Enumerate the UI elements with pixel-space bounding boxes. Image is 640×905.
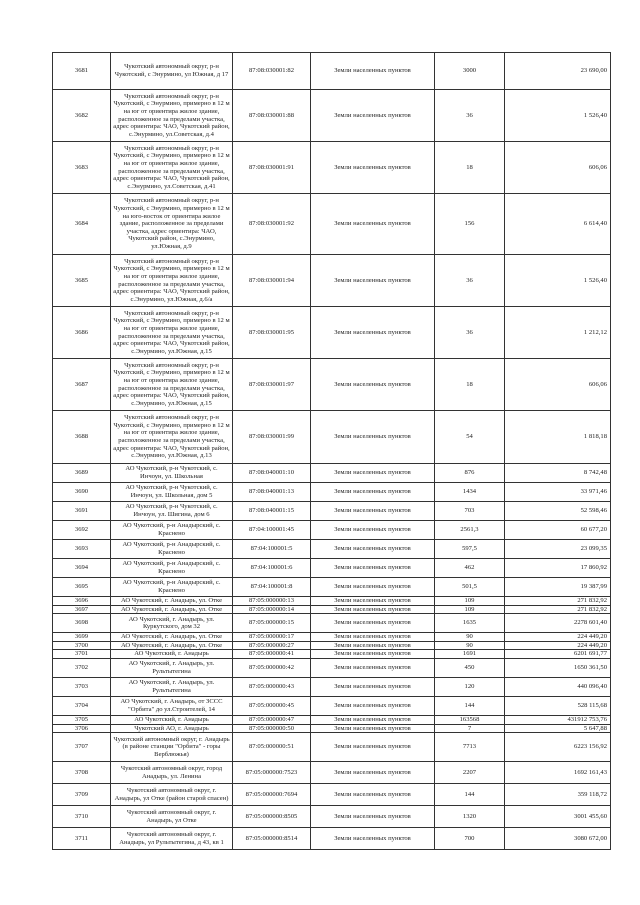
row-number: 3705 — [53, 715, 111, 724]
cadastral-number-cell: 87:08:030001:97 — [233, 359, 311, 411]
cadastral-number-cell: 87:05:000000:27 — [233, 641, 311, 650]
cadastral-value-cell: 528 115,68 — [505, 696, 611, 715]
cadastral-number-cell: 87:05:000000:7694 — [233, 784, 311, 806]
row-number: 3683 — [53, 142, 111, 194]
land-category-cell: Земли населенных пунктов — [311, 658, 435, 677]
cadastral-value-cell: 2278 601,40 — [505, 614, 611, 633]
cadastral-number-cell: 87:05:000000:13 — [233, 597, 311, 606]
area-cell: 7713 — [435, 733, 505, 762]
cadastral-number-cell: 87:05:000000:7523 — [233, 762, 311, 784]
row-number: 3711 — [53, 828, 111, 850]
address-cell: АО Чукотский, р-н Анадырский, с. Краснено — [111, 521, 233, 540]
address-cell: АО Чукотский, р-н Анадырский, с. Краснено — [111, 559, 233, 578]
cadastral-value-cell: 1 526,40 — [505, 255, 611, 307]
address-cell: Чукотский автономный округ, г. Анадырь, ул Отке — [111, 806, 233, 828]
cadastral-number-cell: 87:05:000000:8505 — [233, 806, 311, 828]
land-category-cell: Земли населенных пунктов — [311, 540, 435, 559]
cadastral-value-cell: 52 598,46 — [505, 502, 611, 521]
table-row — [53, 307, 611, 359]
address-cell: Чукотский автономный округ, г. Анадырь, ул Отке (район старой спасен) — [111, 784, 233, 806]
address-cell: Чукотский автономный округ, г. Анадырь, ул Рультытегина, д 43, кв 1 — [111, 828, 233, 850]
area-cell: 18 — [435, 142, 505, 194]
cadastral-number-cell: 87:05:000000:43 — [233, 677, 311, 696]
area-cell: 163568 — [435, 715, 505, 724]
table-row — [53, 559, 611, 578]
address-cell: Чукотский автономный округ, город Анадырь, ул. Ленина — [111, 762, 233, 784]
cadastral-number-cell: 87:05:000000:14 — [233, 605, 311, 614]
table-row — [53, 677, 611, 696]
cadastral-value-cell: 6201 691,77 — [505, 650, 611, 659]
cadastral-value-cell: 431912 753,76 — [505, 715, 611, 724]
cadastral-number-cell: 87:05:000000:47 — [233, 715, 311, 724]
cadastral-value-cell: 271 832,92 — [505, 597, 611, 606]
area-cell: 462 — [435, 559, 505, 578]
table-row — [53, 724, 611, 733]
cadastral-value-cell: 17 860,92 — [505, 559, 611, 578]
land-category-cell: Земли населенных пунктов — [311, 605, 435, 614]
cadastral-value-cell: 5 647,88 — [505, 724, 611, 733]
row-number: 3685 — [53, 255, 111, 307]
cadastral-value-cell: 23 099,35 — [505, 540, 611, 559]
row-number: 3709 — [53, 784, 111, 806]
cadastral-number-cell: 87:08:030001:95 — [233, 307, 311, 359]
land-category-cell: Земли населенных пунктов — [311, 762, 435, 784]
area-cell: 36 — [435, 307, 505, 359]
cadastral-number-cell: 87:08:030001:92 — [233, 194, 311, 255]
table-row — [53, 53, 611, 90]
area-cell: 18 — [435, 359, 505, 411]
address-cell: АО Чукотский, г. Анадырь, ул. Отке — [111, 605, 233, 614]
cadastral-number-cell: 87:04:100001:45 — [233, 521, 311, 540]
area-cell: 1691 — [435, 650, 505, 659]
address-cell: АО Чукотский, р-н Анадырский, с. Краснено — [111, 540, 233, 559]
cadastral-value-cell: 1692 161,43 — [505, 762, 611, 784]
address-cell: АО Чукотский, г. Анадырь, ул. Отке — [111, 597, 233, 606]
address-cell: АО Чукотский, р-н Чукотский, с. Инчоун, ул. Школьная, дом 5 — [111, 483, 233, 502]
table-row — [53, 521, 611, 540]
area-cell: 144 — [435, 696, 505, 715]
table-row — [53, 806, 611, 828]
land-category-cell: Земли населенных пунктов — [311, 733, 435, 762]
address-cell: Чукотский автономный округ, р-н Чукотский, с Энурмино, примерно в 12 м на юг от ориентира жилое здание, расположенное за пределами участка, адрес ориентира: ЧАО, Чукотский район, с.Энурмино, ул.Советская, д.4 — [111, 90, 233, 142]
cadastral-value-cell: 6223 156,92 — [505, 733, 611, 762]
cadastral-number-cell: 87:08:040001:15 — [233, 502, 311, 521]
area-cell: 1434 — [435, 483, 505, 502]
land-category-cell: Земли населенных пунктов — [311, 53, 435, 90]
area-cell: 450 — [435, 658, 505, 677]
area-cell: 501,5 — [435, 578, 505, 597]
row-number: 3682 — [53, 90, 111, 142]
cadastral-value-cell: 3080 672,00 — [505, 828, 611, 850]
cadastral-value-cell: 606,06 — [505, 142, 611, 194]
area-cell: 36 — [435, 90, 505, 142]
address-cell: АО Чукотский, г. Анадырь, ул. Отке — [111, 633, 233, 642]
address-cell: АО Чукотский, г. Анадырь — [111, 650, 233, 659]
address-cell: Чукотский автономный округ, г. Анадырь (в районе станции "Орбита" - горы Верблюжья) — [111, 733, 233, 762]
row-number: 3710 — [53, 806, 111, 828]
table-row — [53, 502, 611, 521]
table-row — [53, 578, 611, 597]
area-cell: 700 — [435, 828, 505, 850]
cadastral-value-cell: 606,06 — [505, 359, 611, 411]
address-cell: АО Чукотский, г. Анадырь, от ЗССС "Орбита" до ул.Строителей, 14 — [111, 696, 233, 715]
row-number: 3686 — [53, 307, 111, 359]
table-row — [53, 194, 611, 255]
cadastral-number-cell: 87:08:030001:82 — [233, 53, 311, 90]
area-cell: 90 — [435, 641, 505, 650]
row-number: 3701 — [53, 650, 111, 659]
row-number: 3681 — [53, 53, 111, 90]
table-row — [53, 715, 611, 724]
area-cell: 1635 — [435, 614, 505, 633]
table-body — [53, 53, 611, 850]
area-cell: 2207 — [435, 762, 505, 784]
row-number: 3708 — [53, 762, 111, 784]
row-number: 3706 — [53, 724, 111, 733]
address-cell: АО Чукотский, р-н Чукотский, с. Инчоун, ул. Шигина, дом 6 — [111, 502, 233, 521]
table-row — [53, 828, 611, 850]
land-category-cell: Земли населенных пунктов — [311, 597, 435, 606]
cadastral-number-cell: 87:05:000000:15 — [233, 614, 311, 633]
area-cell: 2561,3 — [435, 521, 505, 540]
row-number: 3704 — [53, 696, 111, 715]
row-number: 3707 — [53, 733, 111, 762]
area-cell: 703 — [435, 502, 505, 521]
address-cell: АО Чукотский, р-н Анадырский, с. Краснено — [111, 578, 233, 597]
area-cell: 36 — [435, 255, 505, 307]
land-category-cell: Земли населенных пунктов — [311, 559, 435, 578]
table-row — [53, 784, 611, 806]
land-category-cell: Земли населенных пунктов — [311, 194, 435, 255]
row-number: 3695 — [53, 578, 111, 597]
cadastral-value-cell: 271 832,92 — [505, 605, 611, 614]
row-number: 3693 — [53, 540, 111, 559]
table-row — [53, 359, 611, 411]
area-cell: 876 — [435, 464, 505, 483]
cadastral-number-cell: 87:05:000000:42 — [233, 658, 311, 677]
land-category-cell: Земли населенных пунктов — [311, 724, 435, 733]
address-cell: Чукотский автономный округ, р-н Чукотский, с Энурмино, примерно в 12 м на юго-восток от ориентира жилое здание, расположенное за пределами участка, адрес ориентира: ЧАО, Чукотский район, с.Энурмино, ул.Южная, д.9 — [111, 194, 233, 255]
cadastral-number-cell: 87:08:030001:91 — [233, 142, 311, 194]
land-category-cell: Земли населенных пунктов — [311, 828, 435, 850]
cadastral-number-cell: 87:08:030001:94 — [233, 255, 311, 307]
land-category-cell: Земли населенных пунктов — [311, 502, 435, 521]
cadastral-number-cell: 87:05:000000:41 — [233, 650, 311, 659]
cadastral-number-cell: 87:08:040001:13 — [233, 483, 311, 502]
table-row — [53, 540, 611, 559]
land-category-cell: Земли населенных пунктов — [311, 650, 435, 659]
row-number: 3699 — [53, 633, 111, 642]
land-category-cell: Земли населенных пунктов — [311, 464, 435, 483]
area-cell: 3000 — [435, 53, 505, 90]
land-category-cell: Земли населенных пунктов — [311, 359, 435, 411]
row-number: 3687 — [53, 359, 111, 411]
area-cell: 7 — [435, 724, 505, 733]
address-cell: Чукотский автономный округ, р-н Чукотский, с Энурмино, примерно в 12 м на юг от ориентира жилое здание, расположенное за пределами участка, адрес ориентира: ЧАО, Чукотский район, с.Энурмино, ул.Советская, д.41 — [111, 142, 233, 194]
cadastral-value-cell: 1 212,12 — [505, 307, 611, 359]
area-cell: 109 — [435, 605, 505, 614]
cadastral-value-cell: 60 677,20 — [505, 521, 611, 540]
cadastral-value-cell: 33 971,46 — [505, 483, 611, 502]
land-category-cell: Земли населенных пунктов — [311, 521, 435, 540]
row-number: 3688 — [53, 411, 111, 464]
row-number: 3698 — [53, 614, 111, 633]
address-cell: АО Чукотский, г. Анадырь, ул. Куркутского, дом 32 — [111, 614, 233, 633]
land-category-cell: Земли населенных пунктов — [311, 641, 435, 650]
address-cell: АО Чукотский, г. Анадырь, ул. Отке — [111, 641, 233, 650]
cadastral-value-cell: 3001 455,60 — [505, 806, 611, 828]
row-number: 3692 — [53, 521, 111, 540]
row-number: 3690 — [53, 483, 111, 502]
row-number: 3689 — [53, 464, 111, 483]
cadastral-value-cell: 1650 361,50 — [505, 658, 611, 677]
cadastral-number-cell: 87:08:030001:99 — [233, 411, 311, 464]
table-row — [53, 658, 611, 677]
address-cell: Чукотский автономный округ, р-н Чукотский, с Энурмино, примерно в 12 м на юг от ориентира жилое здание, расположенное за пределами участка, адрес ориентира: ЧАО, Чукотский район, с.Энурмино, ул.Южная, д.6/а — [111, 255, 233, 307]
table-row — [53, 411, 611, 464]
cadastral-value-cell: 224 449,20 — [505, 641, 611, 650]
cadastral-number-cell: 87:05:000000:50 — [233, 724, 311, 733]
land-category-cell: Земли населенных пунктов — [311, 633, 435, 642]
table-row — [53, 605, 611, 614]
row-number: 3684 — [53, 194, 111, 255]
land-category-cell: Земли населенных пунктов — [311, 142, 435, 194]
table-row — [53, 483, 611, 502]
cadastral-value-cell: 1 818,18 — [505, 411, 611, 464]
cadastral-value-cell: 19 387,99 — [505, 578, 611, 597]
cadastral-number-cell: 87:05:000000:45 — [233, 696, 311, 715]
land-category-cell: Земли населенных пунктов — [311, 677, 435, 696]
address-cell: АО Чукотский, г. Анадырь, ул. Рультытегина — [111, 677, 233, 696]
table-row — [53, 142, 611, 194]
land-category-cell: Земли населенных пунктов — [311, 411, 435, 464]
area-cell: 144 — [435, 784, 505, 806]
row-number: 3694 — [53, 559, 111, 578]
table-row — [53, 641, 611, 650]
table-row — [53, 464, 611, 483]
cadastral-number-cell: 87:08:030001:88 — [233, 90, 311, 142]
address-cell: АО Чукотский, г. Анадырь, ул. Рультытегина — [111, 658, 233, 677]
table-row — [53, 733, 611, 762]
cadastral-value-cell: 224 449,20 — [505, 633, 611, 642]
area-cell: 597,5 — [435, 540, 505, 559]
row-number: 3700 — [53, 641, 111, 650]
area-cell: 156 — [435, 194, 505, 255]
land-category-cell: Земли населенных пунктов — [311, 784, 435, 806]
address-cell: Чукотский автономный округ, р-н Чукотский, с Энурмино, примерно в 12 м на юг от ориентира жилое здание, расположенное за пределами участка, адрес ориентира: ЧАО, Чукотский район, с.Энурмино, ул.Южная, д.15 — [111, 307, 233, 359]
land-category-cell: Земли населенных пунктов — [311, 715, 435, 724]
cadastral-number-cell: 87:05:000000:8514 — [233, 828, 311, 850]
cadastral-value-cell: 23 690,00 — [505, 53, 611, 90]
address-cell: АО Чукотский, р-н Чукотский, с. Инчоун, ул. Школьная — [111, 464, 233, 483]
table-row — [53, 696, 611, 715]
land-category-cell: Земли населенных пунктов — [311, 614, 435, 633]
table-row — [53, 597, 611, 606]
cadastral-number-cell: 87:04:100001:8 — [233, 578, 311, 597]
cadastral-number-cell: 87:08:040001:10 — [233, 464, 311, 483]
address-cell: Чукотский автономный округ, р-н Чукотский, с Энурмино, примерно в 12 м на юг от ориентира жилое здание, расположенное за пределами участка, адрес ориентира: ЧАО, Чукотский район, с.Энурмино, ул.Южная, д.15 — [111, 359, 233, 411]
cadastral-number-cell: 87:04:100001:6 — [233, 559, 311, 578]
land-category-cell: Земли населенных пунктов — [311, 307, 435, 359]
address-cell: АО Чукотский, г. Анадырь — [111, 715, 233, 724]
area-cell: 120 — [435, 677, 505, 696]
land-category-cell: Земли населенных пунктов — [311, 90, 435, 142]
row-number: 3703 — [53, 677, 111, 696]
row-number: 3702 — [53, 658, 111, 677]
cadastral-number-cell: 87:05:000000:17 — [233, 633, 311, 642]
cadastral-value-cell: 1 526,40 — [505, 90, 611, 142]
cadastral-value-cell: 6 614,40 — [505, 194, 611, 255]
row-number: 3691 — [53, 502, 111, 521]
table-row — [53, 633, 611, 642]
table-row — [53, 255, 611, 307]
table-row — [53, 90, 611, 142]
address-cell: Чукотский автономный округ, р-н Чукотский, с Энурмино, ул Южная, д 17 — [111, 53, 233, 90]
address-cell: Чукотский автономный округ, р-н Чукотский, с Энурмино, примерно в 12 м на юг от ориентира жилое здание, расположенное за пределами участка, адрес ориентира: ЧАО, Чукотский район, с.Энурмино, ул.Южная, д.13 — [111, 411, 233, 464]
land-category-cell: Земли населенных пунктов — [311, 696, 435, 715]
address-cell: Чукотский АО, г. Анадырь — [111, 724, 233, 733]
table-row — [53, 762, 611, 784]
area-cell: 90 — [435, 633, 505, 642]
land-category-cell: Земли населенных пунктов — [311, 806, 435, 828]
land-category-cell: Земли населенных пунктов — [311, 255, 435, 307]
area-cell: 54 — [435, 411, 505, 464]
cadastral-value-table — [52, 52, 611, 850]
area-cell: 1320 — [435, 806, 505, 828]
cadastral-value-cell: 359 118,72 — [505, 784, 611, 806]
land-category-cell: Земли населенных пунктов — [311, 578, 435, 597]
row-number: 3696 — [53, 597, 111, 606]
table-row — [53, 650, 611, 659]
cadastral-value-cell: 8 742,48 — [505, 464, 611, 483]
cadastral-number-cell: 87:04:100001:5 — [233, 540, 311, 559]
cadastral-value-cell: 440 096,40 — [505, 677, 611, 696]
cadastral-number-cell: 87:05:000000:51 — [233, 733, 311, 762]
area-cell: 109 — [435, 597, 505, 606]
land-category-cell: Земли населенных пунктов — [311, 483, 435, 502]
row-number: 3697 — [53, 605, 111, 614]
table-row — [53, 614, 611, 633]
